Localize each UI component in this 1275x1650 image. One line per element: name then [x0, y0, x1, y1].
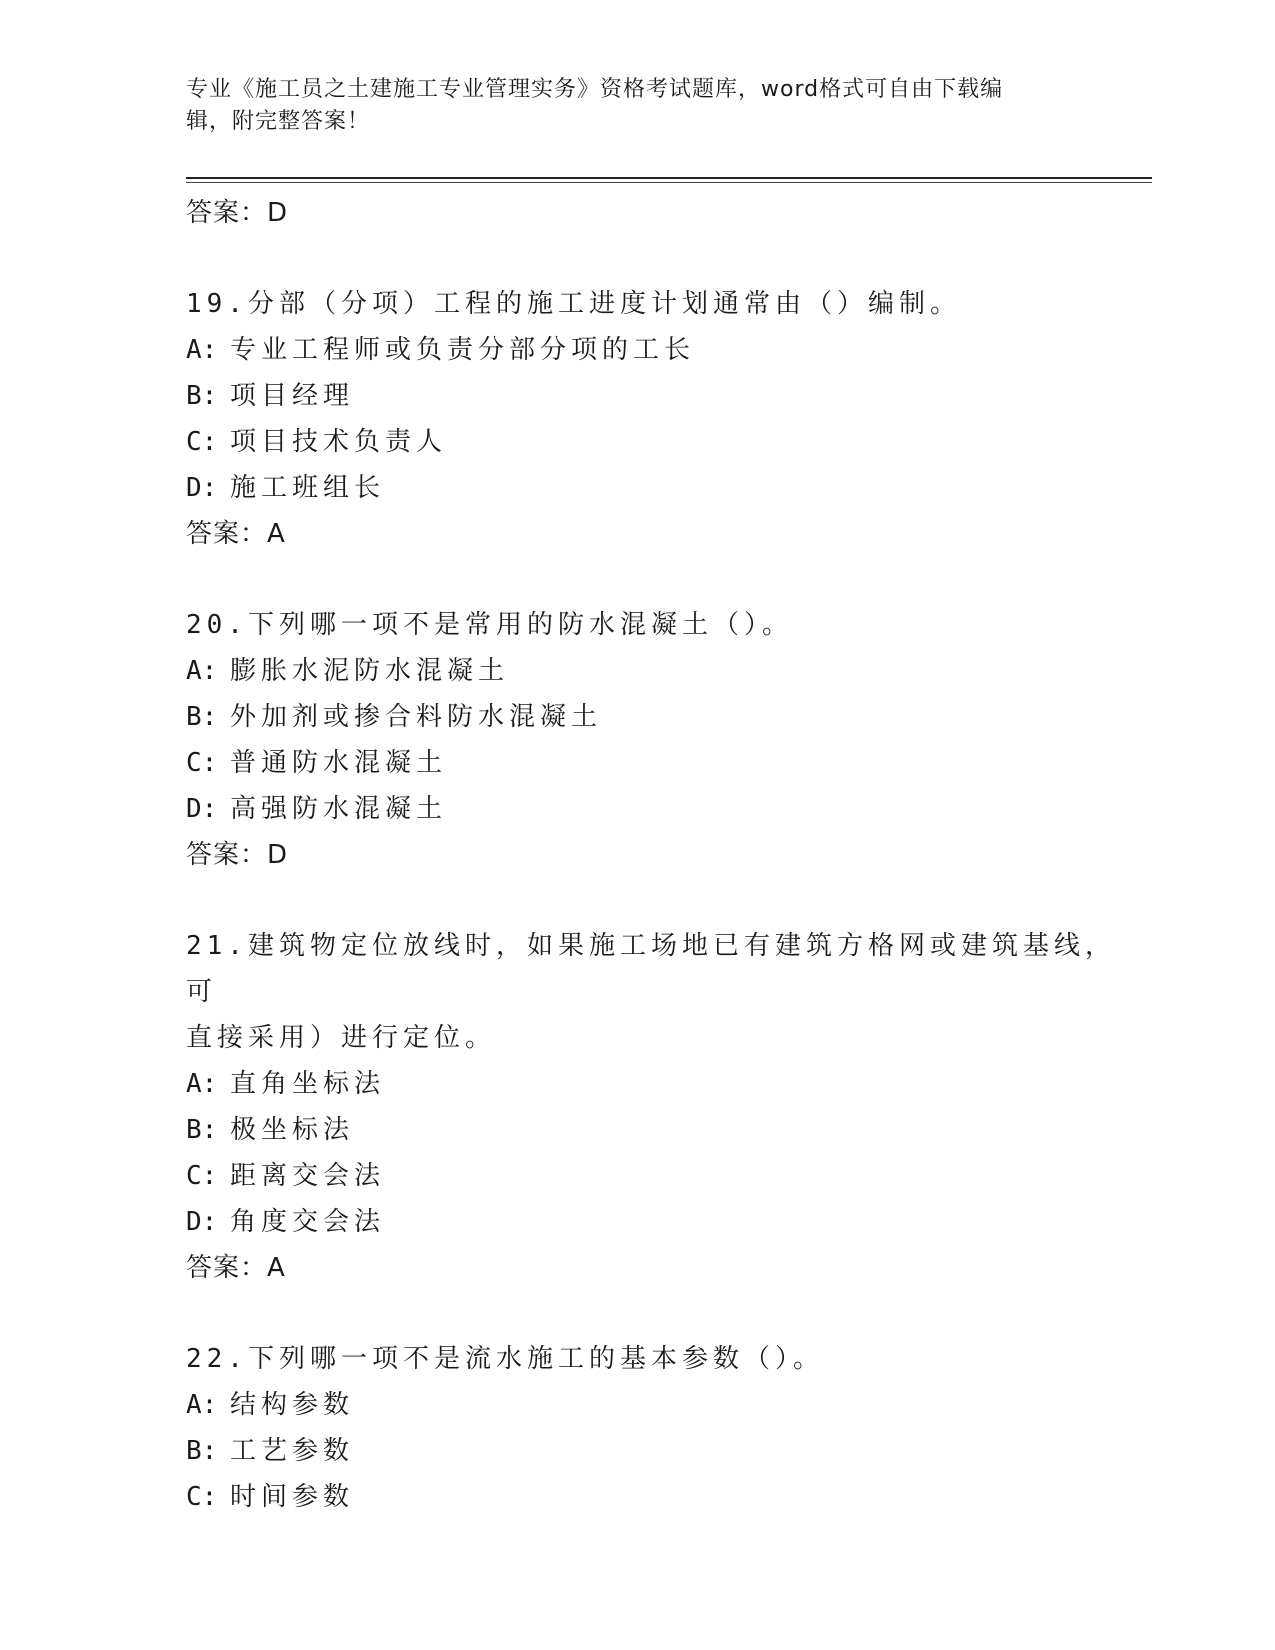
question-block — [186, 281, 1126, 557]
answer-option — [186, 786, 1126, 832]
option-text: 外加剂或掺合料防水混凝土 — [230, 702, 603, 732]
option-text: 直角坐标法 — [230, 1069, 386, 1099]
question-list — [186, 281, 1126, 1520]
answer-option — [186, 1428, 1126, 1474]
answer-option — [186, 419, 1126, 465]
option-text: 项目技术负责人 — [230, 427, 448, 457]
question-block — [186, 923, 1126, 1291]
option-letter: B: — [186, 381, 218, 411]
answer-option — [186, 1061, 1126, 1107]
option-text: 施工班组长 — [230, 473, 386, 503]
option-text: 工艺参数 — [230, 1436, 355, 1466]
answer-option — [186, 465, 1126, 511]
answer-option — [186, 1382, 1126, 1428]
question-block — [186, 1336, 1126, 1520]
option-text: 普通防水混凝土 — [230, 748, 448, 778]
answer-key: 答案：A — [186, 519, 286, 549]
option-letter: A: — [186, 1069, 218, 1099]
question-stem: 21.建筑物定位放线时，如果施工场地已有建筑方格网或建筑基线，可 — [186, 931, 1116, 1007]
option-letter: D: — [186, 1207, 218, 1237]
option-letter: B: — [186, 1115, 218, 1145]
option-letter: C: — [186, 1482, 218, 1512]
option-text: 膨胀水泥防水混凝土 — [230, 656, 510, 686]
option-letter: A: — [186, 656, 218, 686]
option-text: 极坐标法 — [230, 1115, 355, 1145]
option-letter: C: — [186, 1161, 218, 1191]
option-text: 时间参数 — [230, 1482, 355, 1512]
header-rule-thick — [186, 177, 1152, 179]
header-line-1: 专业《施工员之土建施工专业管理实务》资格考试题库，word格式可自由下载编 — [186, 77, 1004, 102]
question-stem: 19.分部（分项）工程的施工进度计划通常由（）编制。 — [186, 289, 961, 319]
option-letter: D: — [186, 794, 218, 824]
question-block — [186, 602, 1126, 878]
answer-option — [186, 740, 1126, 786]
answer-option — [186, 373, 1126, 419]
option-text: 专业工程师或负责分部分项的工长 — [230, 335, 696, 365]
header-line-2: 辑，附完整答案！ — [186, 109, 371, 134]
option-text: 高强防水混凝土 — [230, 794, 448, 824]
header-rule-thin — [186, 182, 1152, 183]
answer-option — [186, 1474, 1126, 1520]
question-stem-continued: 直接采用）进行定位。 — [186, 1023, 497, 1053]
option-letter: B: — [186, 702, 218, 732]
document-header — [186, 74, 1086, 138]
question-stem: 22.下列哪一项不是流水施工的基本参数（）。 — [186, 1344, 824, 1374]
answer-option — [186, 1107, 1126, 1153]
option-letter: A: — [186, 335, 218, 365]
document-body — [186, 190, 1126, 1520]
option-letter: A: — [186, 1390, 218, 1420]
option-letter: B: — [186, 1436, 218, 1466]
option-text: 结构参数 — [230, 1390, 355, 1420]
answer-option — [186, 327, 1126, 373]
answer-key: 答案：A — [186, 1253, 286, 1283]
answer-option — [186, 648, 1126, 694]
answer-option — [186, 1199, 1126, 1245]
option-letter: C: — [186, 427, 218, 457]
option-letter: C: — [186, 748, 218, 778]
answer-previous: 答案：D — [186, 198, 289, 228]
answer-option — [186, 1153, 1126, 1199]
option-text: 距离交会法 — [230, 1161, 386, 1191]
option-text: 角度交会法 — [230, 1207, 386, 1237]
answer-option — [186, 694, 1126, 740]
answer-key: 答案：D — [186, 840, 289, 870]
question-stem: 20.下列哪一项不是常用的防水混凝土（）。 — [186, 610, 793, 640]
option-text: 项目经理 — [230, 381, 355, 411]
option-letter: D: — [186, 473, 218, 503]
